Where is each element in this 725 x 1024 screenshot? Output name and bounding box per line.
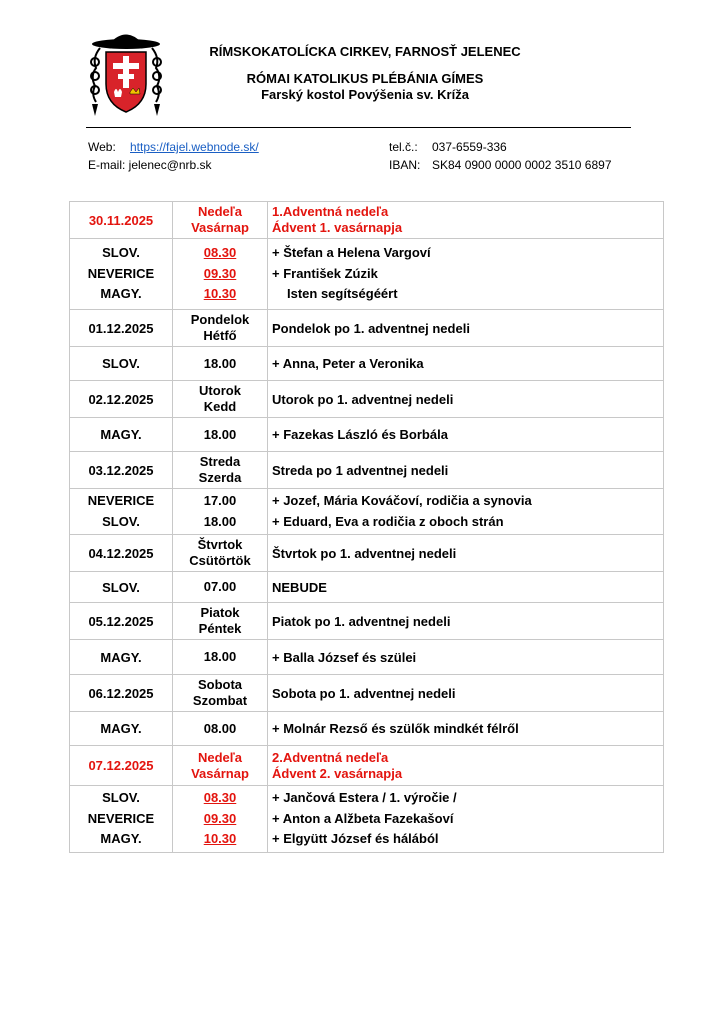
day-cell [173, 603, 268, 640]
liturgy-cell: Pondelok po 1. adventnej nedeli [268, 310, 664, 347]
place-cell: MAGY. [70, 640, 173, 675]
place-cell [70, 489, 173, 535]
table-row [70, 202, 664, 239]
place-cell: MAGY. [70, 712, 173, 746]
intention: + Štefan a Helena Vargoví [272, 245, 431, 261]
church-name: Farský kostol Povýšenia sv. Kríža [261, 87, 469, 102]
mass-time: 08.30 [203, 245, 237, 261]
mass-time: 10.30 [203, 831, 237, 846]
time-cell: 08.00 [173, 712, 268, 746]
day-hungarian: Hétfő [203, 328, 237, 343]
day-cell [173, 381, 268, 418]
intention: + Elgyütt József és hálából [272, 831, 439, 846]
table-row [70, 239, 664, 310]
date-cell: 02.12.2025 [70, 381, 173, 418]
place-cell [70, 786, 173, 853]
time-cell: 07.00 [173, 572, 268, 603]
liturgy-cell: Sobota po 1. adventnej nedeli [268, 675, 664, 712]
day-slovak: Nedeľa [197, 749, 243, 765]
table-row [70, 640, 664, 675]
day-hungarian: Péntek [198, 621, 242, 636]
tel-label: tel.č.: [389, 140, 418, 154]
tel-number: 037-6559-336 [432, 140, 507, 154]
header-divider [86, 127, 631, 128]
table-row [70, 452, 664, 489]
intention: + Anton a Alžbeta Fazekašoví [272, 810, 454, 826]
mass-time: 09.30 [203, 810, 237, 826]
time-cell: 18.00 [173, 347, 268, 381]
place-cell: MAGY. [70, 418, 173, 452]
parish-name-slovak: RÍMSKOKATOLÍCKA CIRKEV, FARNOSŤ JELENEC [209, 44, 521, 59]
sunday-date: 07.12.2025 [70, 746, 173, 786]
table-row [70, 572, 664, 603]
day-slovak: Streda [199, 454, 241, 469]
intention-cell: + Anna, Peter a Veronika [268, 347, 664, 381]
parish-name-hungarian: RÓMAI KATOLIKUS PLÉBÁNIA GÍMES [246, 71, 484, 86]
time-cell [173, 239, 268, 310]
iban-number: SK84 0900 0000 0002 3510 6897 [432, 158, 612, 172]
liturgy-hungarian: Ádvent 1. vasárnapja [272, 220, 403, 235]
place: MAGY. [100, 831, 142, 846]
day-hungarian: Vasárnap [191, 220, 249, 235]
place: SLOV. [102, 513, 140, 529]
day-cell [173, 310, 268, 347]
table-row [70, 489, 664, 535]
mass-time: 09.30 [203, 265, 237, 281]
liturgy-hungarian: Ádvent 2. vasárnapja [272, 765, 403, 781]
intention-cell [268, 489, 664, 535]
liturgy-slovak: 2.Adventná nedeľa [272, 749, 389, 765]
day-slovak: Nedeľa [197, 204, 243, 219]
intention: Isten segítségéért [287, 286, 398, 302]
day-cell [173, 535, 268, 572]
date-cell: 03.12.2025 [70, 452, 173, 489]
date-cell: 06.12.2025 [70, 675, 173, 712]
sunday-date: 30.11.2025 [70, 202, 173, 239]
place: NEVERICE [87, 810, 155, 826]
table-row [70, 603, 664, 640]
place: MAGY. [100, 286, 142, 302]
date-cell: 01.12.2025 [70, 310, 173, 347]
intention-cell: + Molnár Rezső és szülők mindkét félről [268, 712, 664, 746]
email-text: E-mail: jelenec@nrb.sk [88, 158, 212, 172]
time-cell: 18.00 [173, 640, 268, 675]
intention-cell: + Fazekas László és Borbála [268, 418, 664, 452]
day-hungarian: Csütörtök [189, 553, 251, 568]
web-label: Web: [88, 140, 116, 154]
place: SLOV. [102, 245, 140, 261]
day-hungarian: Kedd [203, 399, 237, 414]
table-row [70, 746, 664, 786]
day-cell [173, 746, 268, 786]
mass-time: 17.00 [203, 493, 237, 508]
day-slovak: Štvrtok [197, 537, 243, 552]
day-hungarian: Vasárnap [191, 765, 249, 781]
day-slovak: Pondelok [190, 312, 250, 327]
intention-cell [268, 239, 664, 310]
liturgy-cell: Štvrtok po 1. adventnej nedeli [268, 535, 664, 572]
intention: + Eduard, Eva a rodičia z oboch strán [272, 513, 504, 529]
day-hungarian: Szombat [192, 693, 248, 708]
day-slovak: Sobota [197, 677, 243, 692]
intention: + Jozef, Mária Kováčoví, rodičia a synovia [272, 493, 532, 508]
intention: + Jančová Estera / 1. výročie / [272, 790, 457, 805]
date-cell: 04.12.2025 [70, 535, 173, 572]
place-cell: SLOV. [70, 347, 173, 381]
day-cell [173, 675, 268, 712]
intention-cell [268, 786, 664, 853]
liturgy-cell [268, 746, 664, 786]
table-row [70, 675, 664, 712]
liturgy-cell: Piatok po 1. adventnej nedeli [268, 603, 664, 640]
day-cell [173, 452, 268, 489]
website-link[interactable]: https://fajel.webnode.sk/ [130, 140, 259, 154]
day-slovak: Utorok [199, 383, 241, 398]
table-row [70, 535, 664, 572]
place-cell: SLOV. [70, 572, 173, 603]
liturgy-cell: Utorok po 1. adventnej nedeli [268, 381, 664, 418]
day-slovak: Piatok [200, 605, 240, 620]
mass-time: 18.00 [203, 513, 237, 529]
liturgy-cell [268, 202, 664, 239]
intention: + František Zúzik [272, 265, 378, 281]
liturgy-cell: Streda po 1 adventnej nedeli [268, 452, 664, 489]
mass-time: 08.30 [203, 790, 237, 805]
place-cell [70, 239, 173, 310]
iban-label: IBAN: [389, 158, 421, 172]
parish-coat-of-arms-icon [86, 32, 166, 120]
table-row [70, 712, 664, 746]
place: SLOV. [102, 790, 140, 805]
intention-cell: NEBUDE [268, 572, 664, 603]
liturgy-slovak: 1.Adventná nedeľa [272, 204, 389, 219]
place: NEVERICE [87, 493, 155, 508]
intention-cell: + Balla József és szülei [268, 640, 664, 675]
time-cell [173, 786, 268, 853]
time-cell [173, 489, 268, 535]
mass-time: 10.30 [203, 286, 237, 302]
day-cell [173, 202, 268, 239]
table-row [70, 418, 664, 452]
date-cell: 05.12.2025 [70, 603, 173, 640]
table-row [70, 310, 664, 347]
table-row [70, 786, 664, 853]
place: NEVERICE [87, 265, 155, 281]
day-hungarian: Szerda [198, 470, 242, 485]
table-row [70, 381, 664, 418]
time-cell: 18.00 [173, 418, 268, 452]
mass-schedule-table [69, 201, 664, 853]
table-row [70, 347, 664, 381]
